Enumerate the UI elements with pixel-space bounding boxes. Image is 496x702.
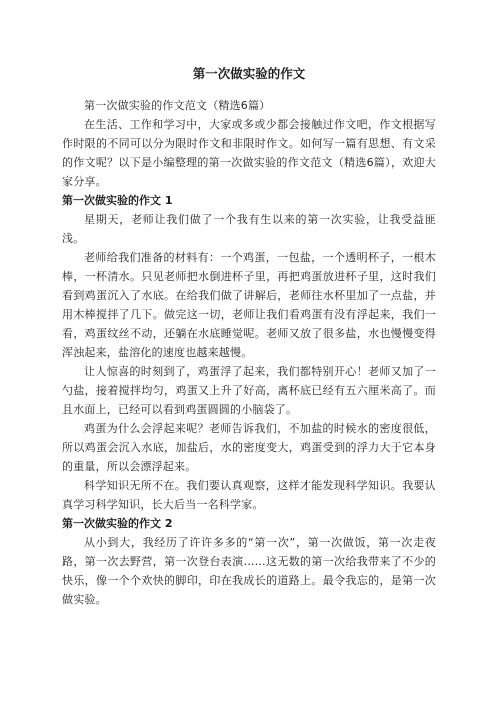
section-paragraph: 鸡蛋为什么会浮起来呢？老师告诉我们，不加盐的时候水的密度很低，所以鸡蛋会沉入水底，加盐后，水的密度变大，鸡蛋受到的浮力大于它本身的重量，所以会漂浮起来。 xyxy=(62,422,436,473)
section-paragraph: 科学知识无所不在。我们要认真观察，这样才能发现科学知识。我要认真学习科学知识，长大后当一名科学家。 xyxy=(62,479,436,511)
essay-section-1 xyxy=(62,191,436,514)
section-heading: 第一次做实验的作文 2 xyxy=(62,517,173,530)
section-paragraph: 星期天，老师让我们做了一个我有生以来的第一次实验，让我受益匪浅。 xyxy=(62,213,436,245)
section-paragraph: 老师给我们准备的材料有：一个鸡蛋，一包盐，一个透明杯子，一根木棒，一杯清水。只见老师把水倒进杯子里，再把鸡蛋放进杯子里，这时我们看到鸡蛋沉入了水底。在给我们做了讲解后，老师往水杯里加了一点盐，并用木棒搅拌了几下。做完这一切，老师让我们看鸡蛋有没有浮起来，我们一看，鸡蛋纹丝不动，还躺在水底睡觉呢。老师又放了很多盐，水也慢慢变得浑浊起来，盐溶化的速度也越来越慢。 xyxy=(62,251,436,359)
intro-subtitle: 第一次做实验的作文范文（精选6篇） xyxy=(84,99,271,112)
section-paragraph: 从小到大，我经历了许许多多的“第一次”，第一次做饭，第一次走夜路，第一次去野营，第一次登台表演……这无数的第一次给我带来了不少的快乐，像一个个欢快的脚印，印在我成长的道路上。最令我忘的，是第一次做实验。 xyxy=(62,536,436,606)
document-title: 第一次做实验的作文 xyxy=(192,66,306,81)
section-paragraph: 让人惊喜的时刻到了，鸡蛋浮了起来，我们都特别开心！老师又加了一勺盐，接着搅拌均匀，鸡蛋又上升了好高，离杯底已经有五六厘米高了。而且水面上，已经可以看到鸡蛋圆圆的小脑袋了。 xyxy=(62,365,436,416)
intro-paragraph: 在生活、工作和学习中，大家或多或少都会接触过作文吧，作文根据写作时限的不同可以分为限时作文和非限时作文。如何写一篇有思想、有文采的作文呢？以下是小编整理的第一次做实验的作文范文（精选6篇），欢迎大家分享。 xyxy=(62,118,436,188)
essay-section-2 xyxy=(62,514,436,609)
section-heading: 第一次做实验的作文 1 xyxy=(62,194,173,207)
